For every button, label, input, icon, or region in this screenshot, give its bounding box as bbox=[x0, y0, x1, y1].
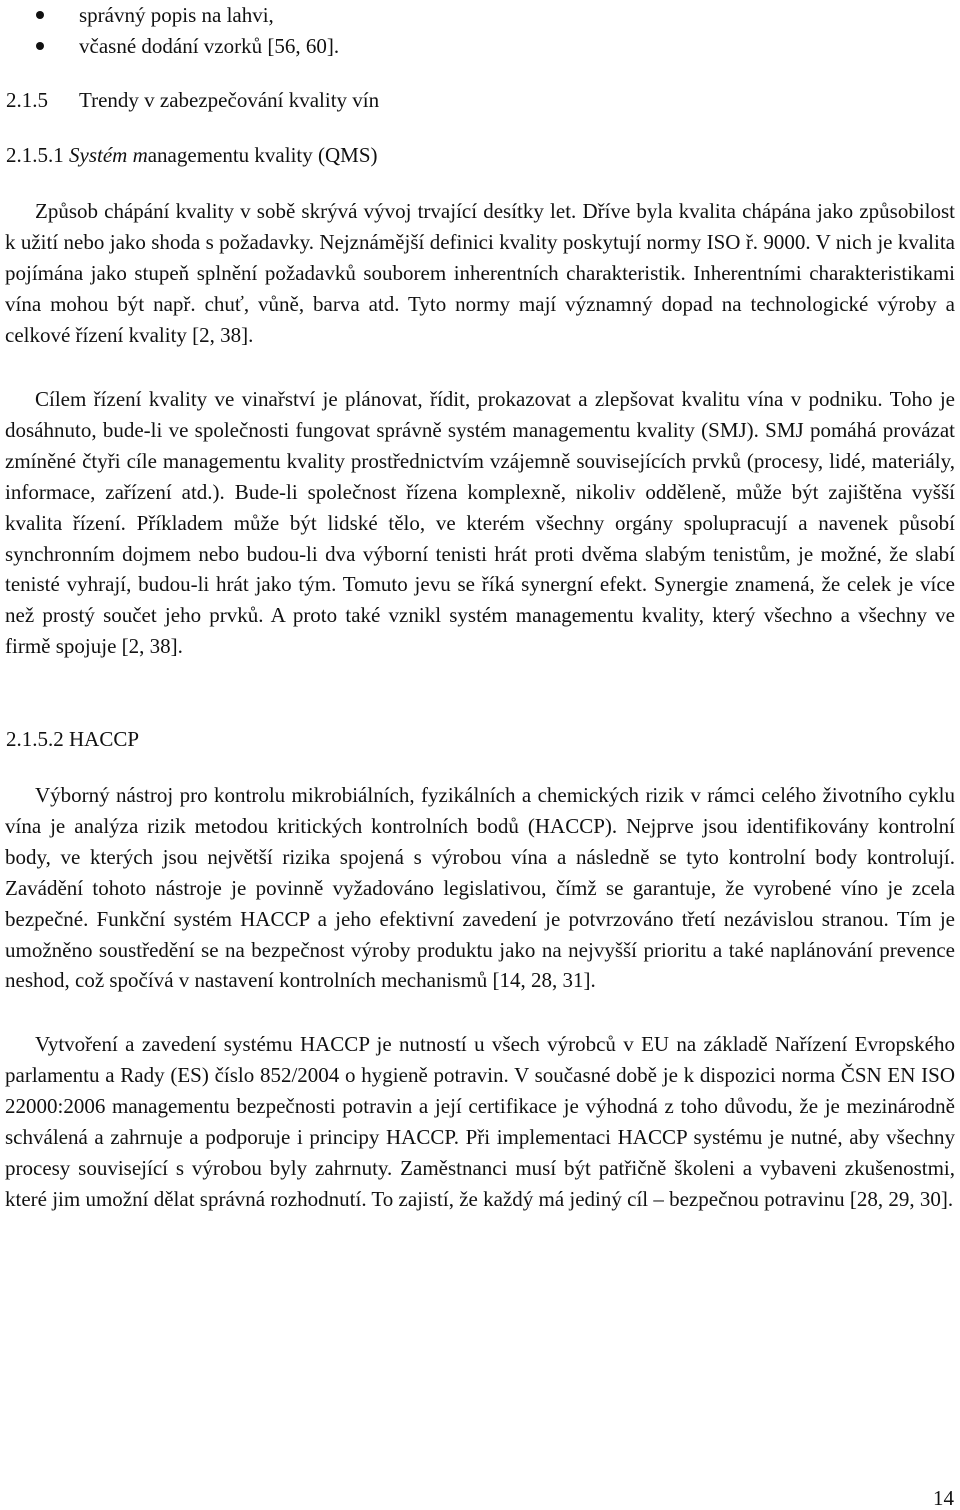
section-number: 2.1.5.1 bbox=[6, 143, 64, 167]
list-item bbox=[0, 31, 960, 62]
list-item-text: včasné dodání vzorků [56, 60]. bbox=[79, 34, 340, 58]
paragraph-qms-1: Způsob chápání kvality v sobě skrývá vývoj trvající desítky let. Dříve byla kvalita chápána jako způsobilost k užití nebo jako shoda s požadavky. Nejznámější definici kvality poskytují normy ISO ř. 9000. V nich je kvalita pojímána jako stupeň splnění požadavků souborem inherentních charakteristik. Inherentními charakteristikami vína mohou být např. chuť, vůně, barva atd. Tyto normy mají významný dopad na technologické výroby a celkové řízení kvality [2, 38]. bbox=[5, 199, 955, 347]
section-heading-2-1-5-1 bbox=[6, 141, 378, 169]
section-number: 2.1.5 bbox=[6, 88, 48, 112]
section-title-italic: Systém m bbox=[69, 143, 148, 167]
paragraph-qms-2: Cílem řízení kvality ve vinařství je plánovat, řídit, prokazovat a zlepšovat kvalitu vína v podniku. Toho je dosáhnuto, bude-li ve společnosti fungovat správně systém managementu kvality (SMJ). SMJ pomáhá provázat zmíněné čtyři cíle managementu kvality prostřednictvím vzájemně souvisejících prvků (procesy, lidé, materiály, informace, zařízení atd.). Bude-li společnost řízena komplexně, nikoliv odděleně, může být zajištěna vyšší kvalita řízení. Příkladem může být lidské tělo, ve kterém všechny orgány spolupracují a navenek působí synchronním dojmem nebo budou-li dva výborní tenisti hrát proti dvěma slabým tenistům, je možné, že slabí tenisté vyhrají, budou-li hrát jako tým. Tomuto jevu se říká synergní efekt. Synergie znamená, že celek je více než prostý součet jeho prvků. A proto také vznikl systém managementu kvality, který všechno a všechny ve firmě spojuje [2, 38]. bbox=[5, 387, 955, 659]
paragraph-haccp-1: Výborný nástroj pro kontrolu mikrobiálních, fyzikálních a chemických rizik v rámci celého životního cyklu vína je analýza rizik metodou kritických kontrolních bodů (HACCP). Nejprve jsou identifikovány kontrolní body, ve kterých jsou největší rizika spojená s výrobou vína a následně se tyto kontrolní body kontrolují. Zavádění tohoto nástroje je povinně vyžadováno legislativou, čímž se garantuje, že vyrobené víno je zcela bezpečné. Funkční systém HACCP a jeho efektivní zavedení je potvrzováno třetí nezávislou stranou. Tím je umožněno soustředění se na bezpečnost výroby produktu jako na nejvyšší prioritu a také naplánování prevence neshod, což spočívá v nastavení kontrolních mechanismů [14, 28, 31]. bbox=[5, 783, 955, 993]
bullet-list bbox=[0, 0, 960, 62]
bullet-icon bbox=[36, 42, 44, 50]
bullet-icon bbox=[36, 11, 44, 19]
section-heading-2-1-5-2 bbox=[6, 725, 139, 753]
list-item bbox=[0, 0, 960, 31]
page-number: 14 bbox=[933, 1486, 954, 1510]
section-number: 2.1.5.2 bbox=[6, 727, 64, 751]
section-heading-2-1-5 bbox=[6, 86, 379, 114]
list-item-text: správný popis na lahvi, bbox=[79, 3, 274, 27]
section-title: HACCP bbox=[69, 727, 140, 751]
section-title: anagementu kvality (QMS) bbox=[147, 143, 378, 167]
section-title: Trendy v zabezpečování kvality vín bbox=[79, 88, 380, 112]
paragraph-haccp-2: Vytvoření a zavedení systému HACCP je nutností u všech výrobců v EU na základě Nařízení Evropského parlamentu a Rady (ES) číslo 852/2004 o hygieně potravin. V současné době je k dispozici norma ČSN EN ISO 22000:2006 managementu bezpečnosti potravin a její certifikace je výhodná z toho důvodu, že je mezinárodně schválená a zahrnuje a podporuje i principy HACCP. Při implementaci HACCP systému je nutné, aby všechny procesy související s výrobou byly zahrnuty. Zaměstnanci musí být patřičně školeni a vybaveni zkušenostmi, které jim umožní dělat správná rozhodnutí. To zajistí, že každý má jediný cíl – bezpečnou potravinu [28, 29, 30]. bbox=[5, 1032, 955, 1211]
